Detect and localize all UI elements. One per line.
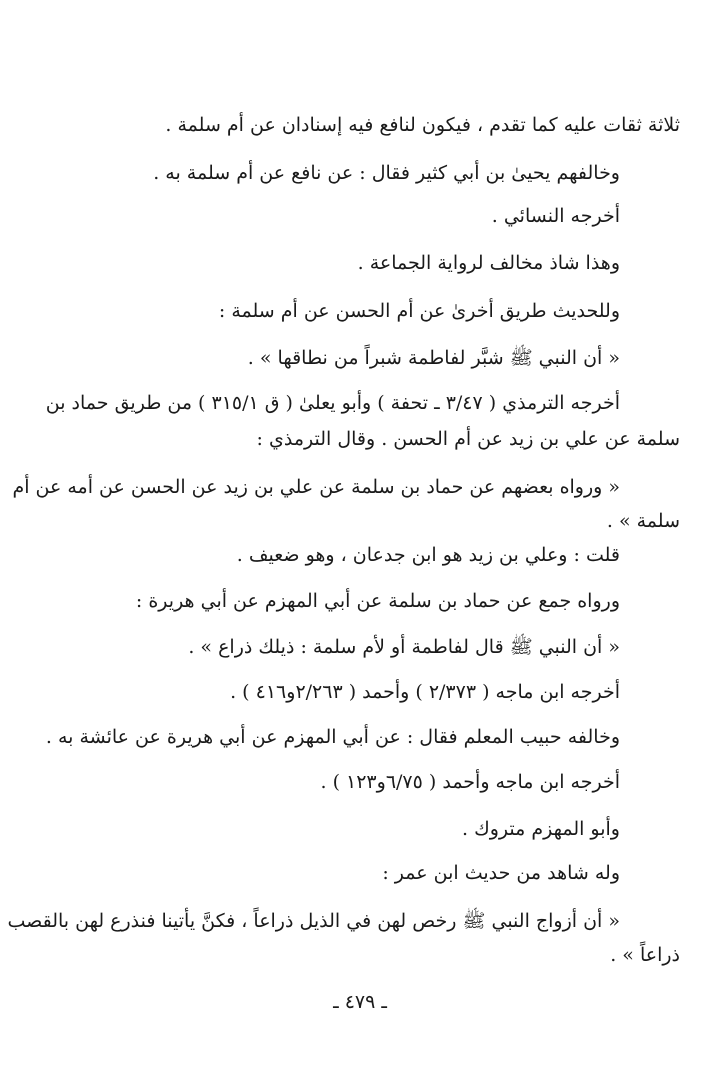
text-line-16: أخرجه ابن ماجه وأحمد ( ٦/٧٥و١٢٣ ) . (320, 771, 620, 793)
text-line-12: ورواه جمع عن حماد بن سلمة عن أبي المهزم عن أبي هريرة : (135, 590, 620, 612)
text-line-20: ذراعاً » . (610, 944, 680, 966)
text-line-2: وخالفهم يحيىٰ بن أبي كثير فقال : عن نافع عن أم سلمة به . (153, 162, 620, 184)
text-line-5: وللحديث طريق أخرىٰ عن أم الحسن عن أم سلمة : (218, 300, 620, 322)
text-line-17: وأبو المهزم متروك . (461, 818, 620, 840)
text-line-18: وله شاهد من حديث ابن عمر : (382, 862, 620, 884)
text-line-1: ثلاثة ثقات عليه كما تقدم ، فيكون لنافع فيه إسنادان عن أم سلمة . (165, 114, 680, 136)
text-line-7: أخرجه الترمذي ( ٣/٤٧ ـ تحفة ) وأبو يعلىٰ ( ق ٣١٥/١ ) من طريق حماد بن (45, 392, 620, 414)
text-line-15: وخالفه حبيب المعلم فقال : عن أبي المهزم عن أبي هريرة عن عائشة به . (45, 726, 620, 748)
text-line-10: سلمة » . (606, 510, 680, 532)
text-line-4: وهذا شاذ مخالف لرواية الجماعة . (357, 252, 620, 274)
text-line-19: « أن أزواج النبي ﷺ رخص لهن في الذيل ذراعاً ، فكنَّ يأتينا فنذرع لهن بالقصب (7, 910, 620, 932)
text-line-8: سلمة عن علي بن زيد عن أم الحسن . وقال الترمذي : (256, 428, 680, 450)
text-line-13: « أن النبي ﷺ قال لفاطمة أو لأم سلمة : ذيلك ذراع » . (188, 636, 620, 658)
text-line-14: أخرجه ابن ماجه ( ٢/٣٧٣ ) وأحمد ( ٢/٢٦٣و٤١٦ ) . (230, 681, 620, 703)
page-number: ـ ٤٧٩ ـ (333, 991, 387, 1013)
text-line-6: « أن النبي ﷺ شبَّر لفاطمة شبراً من نطاقها » . (247, 347, 620, 369)
text-line-3: أخرجه النسائي . (491, 205, 620, 227)
text-line-9: « ورواه بعضهم عن حماد بن سلمة عن علي بن زيد عن الحسن عن أمه عن أم (12, 476, 620, 498)
text-line-11: قلت : وعلي بن زيد هو ابن جدعان ، وهو ضعيف . (236, 544, 620, 566)
